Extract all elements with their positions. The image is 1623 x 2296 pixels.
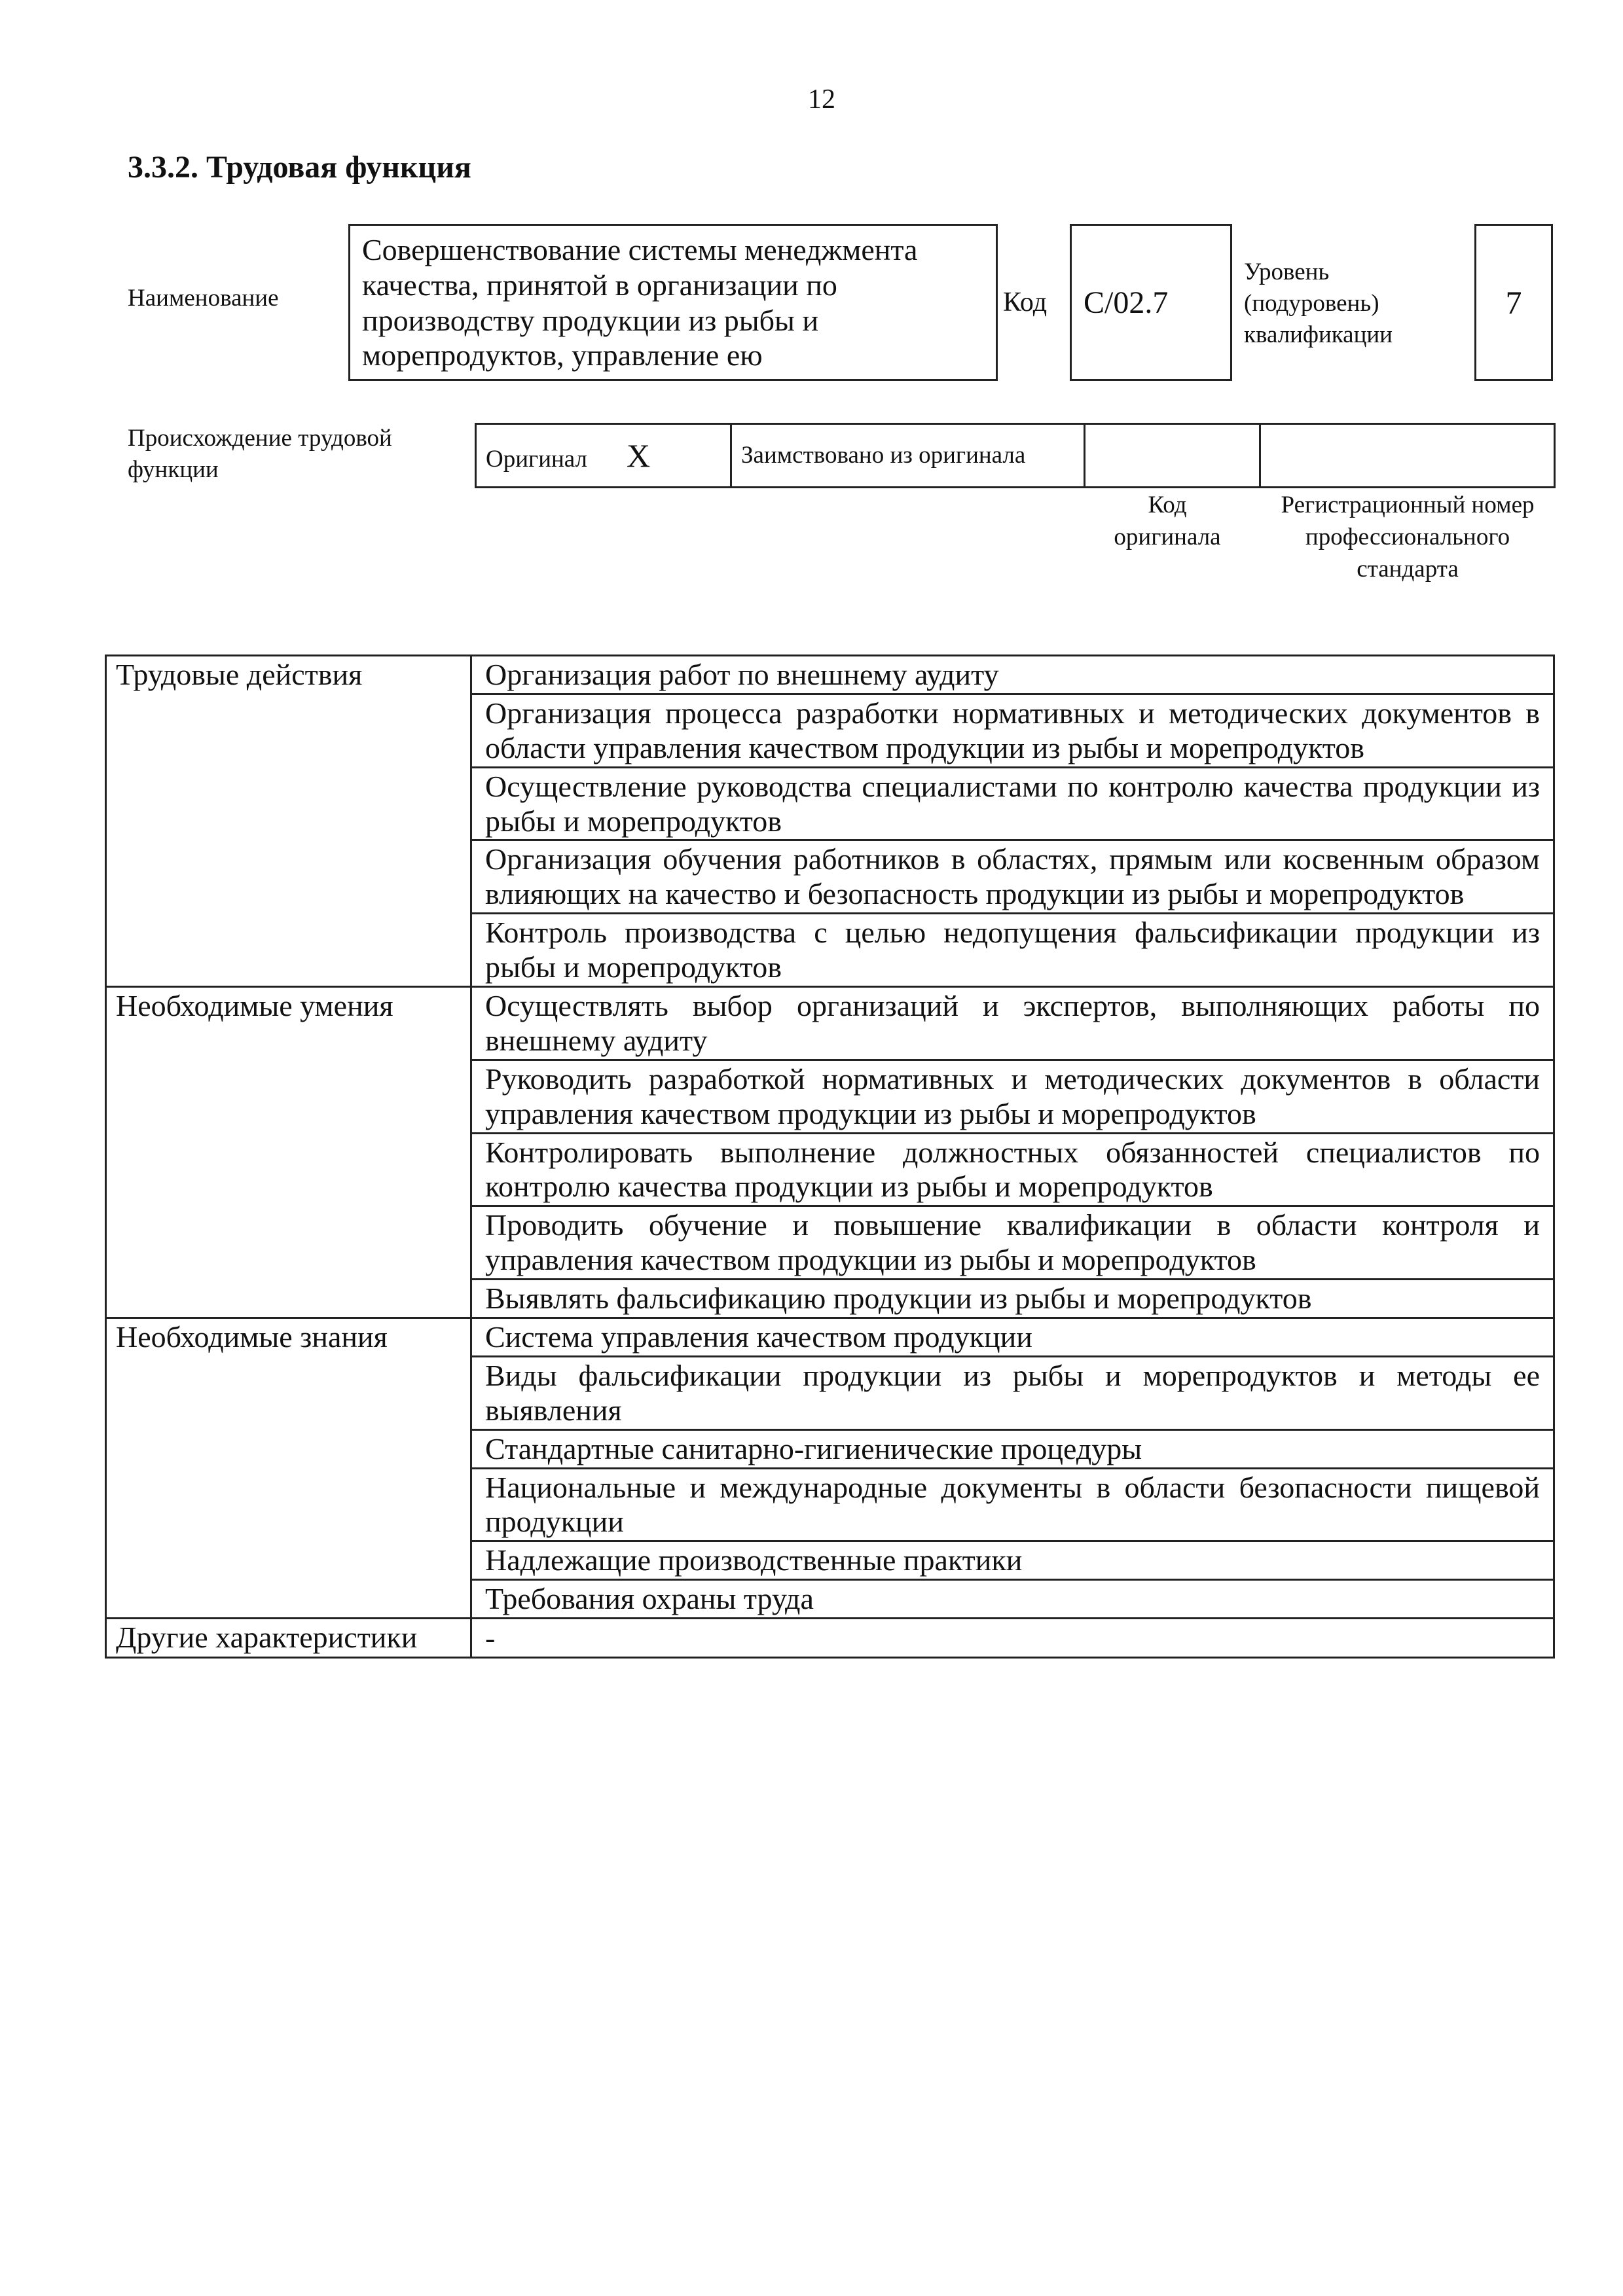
section-item: Осуществлять выбор организаций и экспертов, выполняющих работы по внешнему аудиту xyxy=(471,987,1554,1060)
section-category: Необходимые знания xyxy=(106,1318,471,1619)
section-item: Организация работ по внешнему аудиту xyxy=(471,656,1554,694)
code-label: Код xyxy=(1003,287,1048,317)
section-item: Требования охраны труда xyxy=(471,1580,1554,1619)
origin-reg-cell xyxy=(1260,424,1555,488)
origin-original-cell xyxy=(476,424,731,488)
origin-original-label: Оригинал xyxy=(486,445,588,473)
section-item: Стандартные санитарно-гигиенические процедуры xyxy=(471,1429,1554,1468)
section-category: Необходимые умения xyxy=(106,987,471,1318)
section-item: Контролировать выполнение должностных обязанностей специалистов по контролю качества продукции из рыбы и морепродуктов xyxy=(471,1133,1554,1206)
caption-registration-number: Регистрационный номер профессионального стандарта xyxy=(1281,492,1535,583)
name-value: Совершенствование системы менеджмента качества, принятой в организации по производству продукции из рыбы и морепродуктов, управление ею xyxy=(348,224,998,381)
table-row xyxy=(106,1619,1554,1658)
caption-original-code: Код оригинала xyxy=(1114,492,1221,550)
section-item: Выявлять фальсификацию продукции из рыбы и морепродуктов xyxy=(471,1280,1554,1318)
table-row xyxy=(106,656,1554,694)
code-value: C/02.7 xyxy=(1070,224,1232,381)
page-number: 12 xyxy=(808,84,835,115)
table-row xyxy=(106,1318,1554,1357)
function-table xyxy=(105,655,1555,1659)
origin-label-text: Происхождение трудовой функции xyxy=(128,425,392,484)
section-category: Трудовые действия xyxy=(106,656,471,987)
section-item: Проводить обучение и повышение квалификации в области контроля и управления качеством продукции из рыбы и морепродуктов xyxy=(471,1206,1554,1280)
section-item: - xyxy=(471,1619,1554,1658)
table-row xyxy=(106,987,1554,1060)
section-item: Система управления качеством продукции xyxy=(471,1318,1554,1357)
origin-label xyxy=(128,423,455,486)
origin-table xyxy=(475,423,1556,488)
section-item: Организация обучения работников в областях, прямым или косвенным образом влияющих на качество и безопасность продукции из рыбы и морепродуктов xyxy=(471,840,1554,914)
origin-borrowed-cell: Заимствовано из оригинала xyxy=(731,424,1085,488)
name-label: Наименование xyxy=(128,285,279,312)
section-title: 3.3.2. Трудовая функция xyxy=(128,150,471,185)
origin-original-mark: X xyxy=(627,437,651,474)
section-item: Надлежащие производственные практики xyxy=(471,1541,1554,1580)
function-table-body xyxy=(106,656,1554,1658)
section-item: Руководить разработкой нормативных и методических документов в области управления качеством продукции из рыбы и морепродуктов xyxy=(471,1060,1554,1133)
section-item: Виды фальсификации продукции из рыбы и морепродуктов и методы ее выявления xyxy=(471,1356,1554,1429)
level-label-text: Уровень (подуровень) квалификации xyxy=(1244,259,1393,349)
level-value: 7 xyxy=(1474,224,1553,381)
section-item: Контроль производства с целью недопущения фальсификации продукции из рыбы и морепродуктов xyxy=(471,914,1554,987)
origin-code-cell xyxy=(1085,424,1260,488)
section-item: Осуществление руководства специалистами по контролю качества продукции из рыбы и морепродуктов xyxy=(471,767,1554,840)
level-label xyxy=(1244,257,1453,351)
section-category: Другие характеристики xyxy=(106,1619,471,1658)
section-item: Национальные и международные документы в области безопасности пищевой продукции xyxy=(471,1468,1554,1541)
section-item: Организация процесса разработки нормативных и методических документов в области управления качеством продукции из рыбы и морепродуктов xyxy=(471,694,1554,767)
